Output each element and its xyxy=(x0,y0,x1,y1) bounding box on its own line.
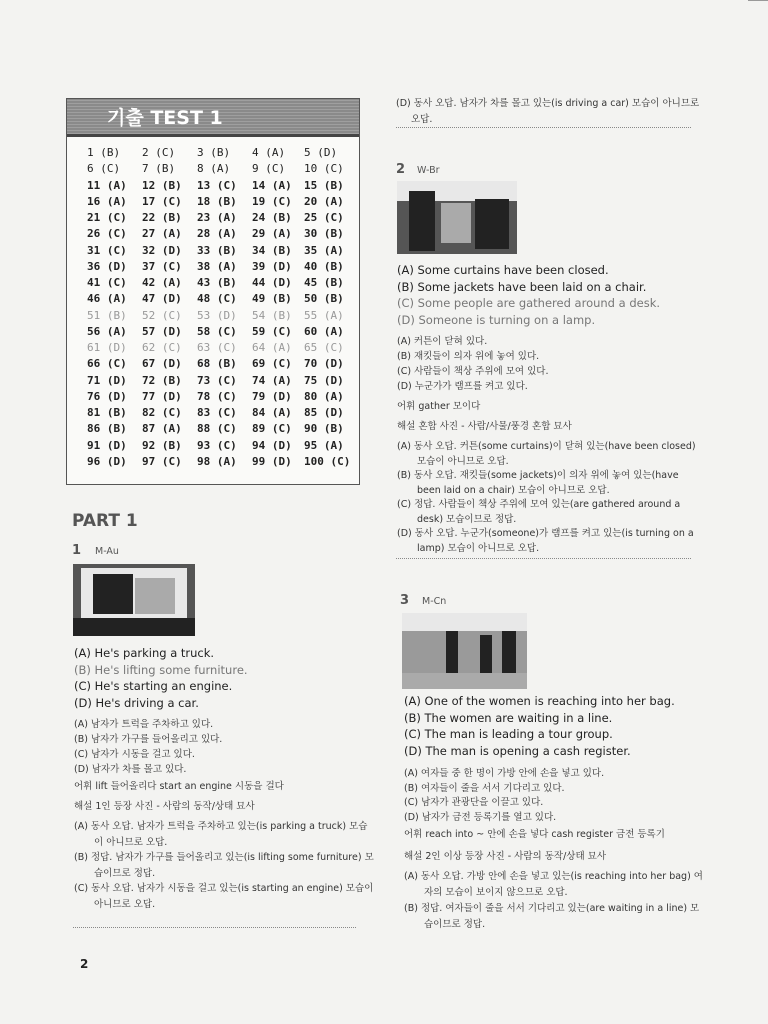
answer-key-cell: 60 (A) xyxy=(304,324,344,338)
answer-key-cell: 30 (B) xyxy=(304,227,344,241)
answer-key-cell: 58 (C) xyxy=(197,324,237,338)
answer-key-cell: 46 (A) xyxy=(87,292,127,306)
answer-key-cell: 57 (D) xyxy=(142,324,182,338)
option-translation: (C) 사람들이 책상 주위에 모여 있다. xyxy=(397,366,549,377)
answer-key-cell: 14 (A) xyxy=(252,178,292,192)
answer-key-cell: 62 (C) xyxy=(142,341,182,354)
answer-key-cell: 76 (D) xyxy=(87,389,127,403)
answer-key-cell: 50 (B) xyxy=(304,292,344,306)
answer-option: (C) Some people are gathered around a desk. xyxy=(397,296,661,310)
question-2-speaker: W-Br xyxy=(417,165,440,176)
answer-key-cell: 69 (C) xyxy=(252,357,292,371)
answer-key-cell: 34 (B) xyxy=(252,243,292,257)
answer-key-cell: 64 (A) xyxy=(252,341,292,354)
answer-option: (A) He's parking a truck. xyxy=(74,646,215,660)
question-2-number: 2 xyxy=(396,162,406,177)
option-translation: (B) 재킷들이 의자 위에 놓여 있다. xyxy=(397,351,540,362)
answer-key-cell: 51 (B) xyxy=(87,308,127,322)
answer-key-cell: 9 (C) xyxy=(252,162,286,176)
question-2-photo xyxy=(397,181,517,254)
answer-key-cell: 79 (D) xyxy=(252,389,292,403)
explanation-line: 이 아니므로 오답. xyxy=(94,836,168,848)
explanation-title: 해설 1인 등장 사진 - 사람의 동작/상태 묘사 xyxy=(74,801,255,812)
question-1-number: 1 xyxy=(72,543,82,558)
answer-key-cell: 20 (A) xyxy=(304,194,344,208)
answer-key-cell: 59 (C) xyxy=(252,324,292,338)
separator-dots xyxy=(396,127,691,128)
answer-key-cell: 98 (A) xyxy=(197,454,237,468)
page-number: 2 xyxy=(80,957,89,971)
answer-key-cell: 89 (C) xyxy=(252,422,292,436)
answer-key-cell: 55 (A) xyxy=(304,308,344,322)
explanation-line: (C) 정답. 사람들이 책상 주위에 모여 있는(are gathered around a xyxy=(397,499,681,510)
answer-key-cell: 6 (C) xyxy=(87,162,121,176)
explanation-title: 해설 2인 이상 등장 사진 - 사람의 동작/상태 묘사 xyxy=(404,851,607,862)
answer-key-cell: 92 (B) xyxy=(142,438,182,452)
answer-key-cell: 5 (D) xyxy=(304,146,338,159)
answer-key-cell: 53 (D) xyxy=(197,308,237,322)
answer-key-cell: 88 (C) xyxy=(197,422,237,436)
answer-key-cell: 31 (C) xyxy=(87,243,127,257)
question-3-speaker: M-Cn xyxy=(422,596,447,607)
answer-key-cell: 93 (C) xyxy=(197,438,237,452)
answer-key-cell: 16 (A) xyxy=(87,194,127,208)
answer-key-cell: 15 (B) xyxy=(304,178,344,192)
option-translation: (A) 커튼이 닫혀 있다. xyxy=(397,336,488,347)
answer-key-cell: 77 (D) xyxy=(142,389,182,403)
separator-dots xyxy=(73,927,356,928)
explanation-line: (A) 동사 오답. 가방 안에 손을 넣고 있는(is reaching into her bag) 여 xyxy=(404,871,703,882)
answer-key-cell: 33 (B) xyxy=(197,243,237,257)
answer-option: (C) The man is leading a tour group. xyxy=(404,727,613,741)
answer-key-box xyxy=(66,98,360,485)
answer-key-cell: 32 (D) xyxy=(142,243,182,257)
option-translation: (B) 남자가 가구를 들어올리고 있다. xyxy=(74,734,223,745)
answer-key-cell: 18 (B) xyxy=(197,194,237,208)
explanation-line: (B) 동사 오답. 재킷들(some jackets)이 의자 위에 놓여 있는(have xyxy=(397,470,679,481)
answer-key-cell: 90 (B) xyxy=(304,422,344,436)
question-3-number: 3 xyxy=(400,593,410,608)
explanation-line: desk) 모습이므로 정답. xyxy=(417,513,517,525)
explanation-line: (B) 정답. 남자가 가구를 들어올리고 있는(is lifting some furniture) 모 xyxy=(74,852,374,863)
answer-key-cell: 97 (C) xyxy=(142,454,182,468)
answer-key-cell: 42 (A) xyxy=(142,276,182,289)
answer-option: (D) Someone is turning on a lamp. xyxy=(397,312,596,327)
answer-key-cell: 41 (C) xyxy=(87,276,127,289)
answer-key-cell: 35 (A) xyxy=(304,243,344,257)
option-translation: (D) 남자가 차를 몰고 있다. xyxy=(74,764,187,775)
answer-key-cell: 27 (A) xyxy=(142,227,182,241)
explanation-line: 모습이 아니므로 오답. xyxy=(417,455,509,467)
option-translation: (D) 남자가 금전 등록기를 열고 있다. xyxy=(404,811,557,823)
answer-key-cell: 75 (D) xyxy=(304,373,344,387)
explanation-line: 습이므로 정답. xyxy=(94,867,156,879)
question-3-photo xyxy=(402,613,527,689)
answer-key-cell: 25 (C) xyxy=(304,211,344,224)
vocabulary-note: 어휘 reach into ~ 안에 손을 넣다 cash register 금전 등록기 xyxy=(404,829,665,840)
answer-key-cell: 96 (D) xyxy=(87,454,127,468)
option-translation: (D) 누군가가 램프를 켜고 있다. xyxy=(397,381,528,392)
answer-key-cell: 72 (B) xyxy=(142,373,182,387)
answer-key-cell: 67 (D) xyxy=(142,357,182,371)
explanation-line: 아니므로 오답. xyxy=(94,898,156,910)
answer-option: (D) The man is opening a cash register. xyxy=(404,743,631,758)
explanation-line: (D) 동사 오답. 남자가 차를 몰고 있는(is driving a car) 모습이 아니므로 xyxy=(396,98,700,109)
answer-option: (D) He's driving a car. xyxy=(74,695,199,710)
answer-key-cell: 68 (B) xyxy=(197,357,237,371)
option-translation: (C) 남자가 시동을 걸고 있다. xyxy=(74,749,195,760)
option-translation: (B) 여자들이 줄을 서서 기다리고 있다. xyxy=(404,782,565,794)
answer-key-cell: 82 (C) xyxy=(142,406,182,419)
explanation-line: (B) 정답. 여자들이 줄을 서서 기다리고 있는(are waiting in a line) 모 xyxy=(404,903,700,914)
answer-key-cell: 78 (C) xyxy=(197,389,237,403)
answer-key-cell: 71 (D) xyxy=(87,373,127,387)
explanation-line: 자의 모습이 보이지 않으므로 오답. xyxy=(424,887,568,898)
answer-key-cell: 7 (B) xyxy=(142,162,176,176)
answer-key-cell: 48 (C) xyxy=(197,292,237,306)
answer-key-cell: 100 (C) xyxy=(304,454,351,468)
option-translation: (A) 여자들 중 한 명이 가방 안에 손을 넣고 있다. xyxy=(404,768,605,779)
answer-key-cell: 39 (D) xyxy=(252,259,292,273)
explanation-line: (A) 동사 오답. 남자가 트럭을 주차하고 있는(is parking a truck) 모습 xyxy=(74,821,368,832)
answer-key-cell: 10 (C) xyxy=(304,162,344,176)
explanation-line: lamp) 모습이 아니므로 오답. xyxy=(417,542,540,554)
separator-dots xyxy=(396,558,691,559)
answer-option: (B) Some jackets have been laid on a chair. xyxy=(397,279,647,294)
answer-key-cell: 49 (B) xyxy=(252,292,292,306)
answer-option: (A) One of the women is reaching into her bag. xyxy=(404,694,675,708)
answer-key-title: 기출 TEST 1 xyxy=(67,99,359,137)
answer-option: (B) He's lifting some furniture. xyxy=(74,662,248,677)
answer-key-cell: 40 (B) xyxy=(304,259,344,273)
explanation-line: (A) 동사 오답. 커튼(some curtains)이 닫혀 있는(have been closed) xyxy=(397,441,696,452)
answer-key-cell: 22 (B) xyxy=(142,211,182,224)
answer-option: (B) The women are waiting in a line. xyxy=(404,710,613,725)
answer-key-cell: 36 (D) xyxy=(87,259,127,273)
answer-key-cell: 52 (C) xyxy=(142,308,182,322)
option-translation: (A) 남자가 트럭을 주차하고 있다. xyxy=(74,719,214,730)
answer-key-cell: 23 (A) xyxy=(197,211,237,224)
answer-key-cell: 45 (B) xyxy=(304,276,344,289)
answer-key-cell: 43 (B) xyxy=(197,276,237,289)
answer-key-cell: 84 (A) xyxy=(252,406,292,419)
answer-key-cell: 66 (C) xyxy=(87,357,127,371)
answer-key-cell: 19 (C) xyxy=(252,194,292,208)
answer-key-cell: 17 (C) xyxy=(142,194,182,208)
answer-key-cell: 1 (B) xyxy=(87,146,121,159)
answer-key-cell: 11 (A) xyxy=(87,178,127,192)
answer-key-cell: 83 (C) xyxy=(197,406,237,419)
explanation-line: been laid on a chair) 모습이 아니므로 오답. xyxy=(417,484,610,496)
answer-key-cell: 54 (B) xyxy=(252,308,292,322)
option-translation: (C) 남자가 관광단을 이끌고 있다. xyxy=(404,797,544,808)
answer-key-cell: 21 (C) xyxy=(87,211,127,224)
answer-key-cell: 13 (C) xyxy=(197,178,237,192)
answer-key-cell: 37 (C) xyxy=(142,259,182,273)
answer-key-cell: 38 (A) xyxy=(197,259,237,273)
answer-key-cell: 86 (B) xyxy=(87,422,127,436)
answer-key-cell: 95 (A) xyxy=(304,438,344,452)
answer-key-cell: 65 (C) xyxy=(304,341,344,354)
page-edge-line xyxy=(748,0,768,1)
answer-key-cell: 70 (D) xyxy=(304,357,344,371)
answer-key-cell: 12 (B) xyxy=(142,178,182,192)
vocabulary-note: 어휘 lift 들어올리다 start an engine 시동을 걸다 xyxy=(74,781,284,792)
explanation-line: 습이므로 정답. xyxy=(424,919,486,930)
answer-key-cell: 2 (C) xyxy=(142,146,176,159)
answer-key-cell: 28 (A) xyxy=(197,227,237,241)
explanation-line: 오답. xyxy=(411,114,433,125)
answer-option: (C) He's starting an engine. xyxy=(74,679,233,693)
question-1-photo xyxy=(73,564,195,636)
answer-key-cell: 4 (A) xyxy=(252,146,286,159)
answer-key-cell: 26 (C) xyxy=(87,227,127,241)
answer-key-cell: 47 (D) xyxy=(142,292,182,306)
answer-key-cell: 94 (D) xyxy=(252,438,292,452)
answer-key-cell: 24 (B) xyxy=(252,211,292,224)
answer-key-cell: 44 (D) xyxy=(252,276,292,289)
answer-key-cell: 61 (D) xyxy=(87,341,127,354)
answer-key-cell: 99 (D) xyxy=(252,454,292,468)
question-1-speaker: M-Au xyxy=(95,546,119,557)
answer-key-cell: 29 (A) xyxy=(252,227,292,241)
explanation-title: 해설 혼합 사진 - 사람/사물/풍경 혼합 묘사 xyxy=(397,421,572,432)
explanation-line: (D) 동사 오답. 누군가(someone)가 램프를 켜고 있는(is turning on a xyxy=(397,528,694,539)
answer-key-cell: 87 (A) xyxy=(142,422,182,436)
answer-key-cell: 81 (B) xyxy=(87,406,127,419)
answer-key-cell: 63 (C) xyxy=(197,341,237,354)
vocabulary-note: 어휘 gather 모이다 xyxy=(397,401,481,412)
answer-key-cell: 74 (A) xyxy=(252,373,292,387)
answer-key-cell: 73 (C) xyxy=(197,373,237,387)
explanation-line: (C) 동사 오답. 남자가 시동을 걸고 있는(is starting an engine) 모습이 xyxy=(74,883,374,894)
answer-key-cell: 56 (A) xyxy=(87,324,127,338)
part-title: PART 1 xyxy=(72,511,138,531)
answer-key-cell: 85 (D) xyxy=(304,406,344,419)
answer-option: (A) Some curtains have been closed. xyxy=(397,263,609,277)
answer-key-cell: 8 (A) xyxy=(197,162,231,176)
answer-key-cell: 80 (A) xyxy=(304,389,344,403)
answer-key-cell: 91 (D) xyxy=(87,438,127,452)
answer-key-cell: 3 (B) xyxy=(197,146,231,159)
